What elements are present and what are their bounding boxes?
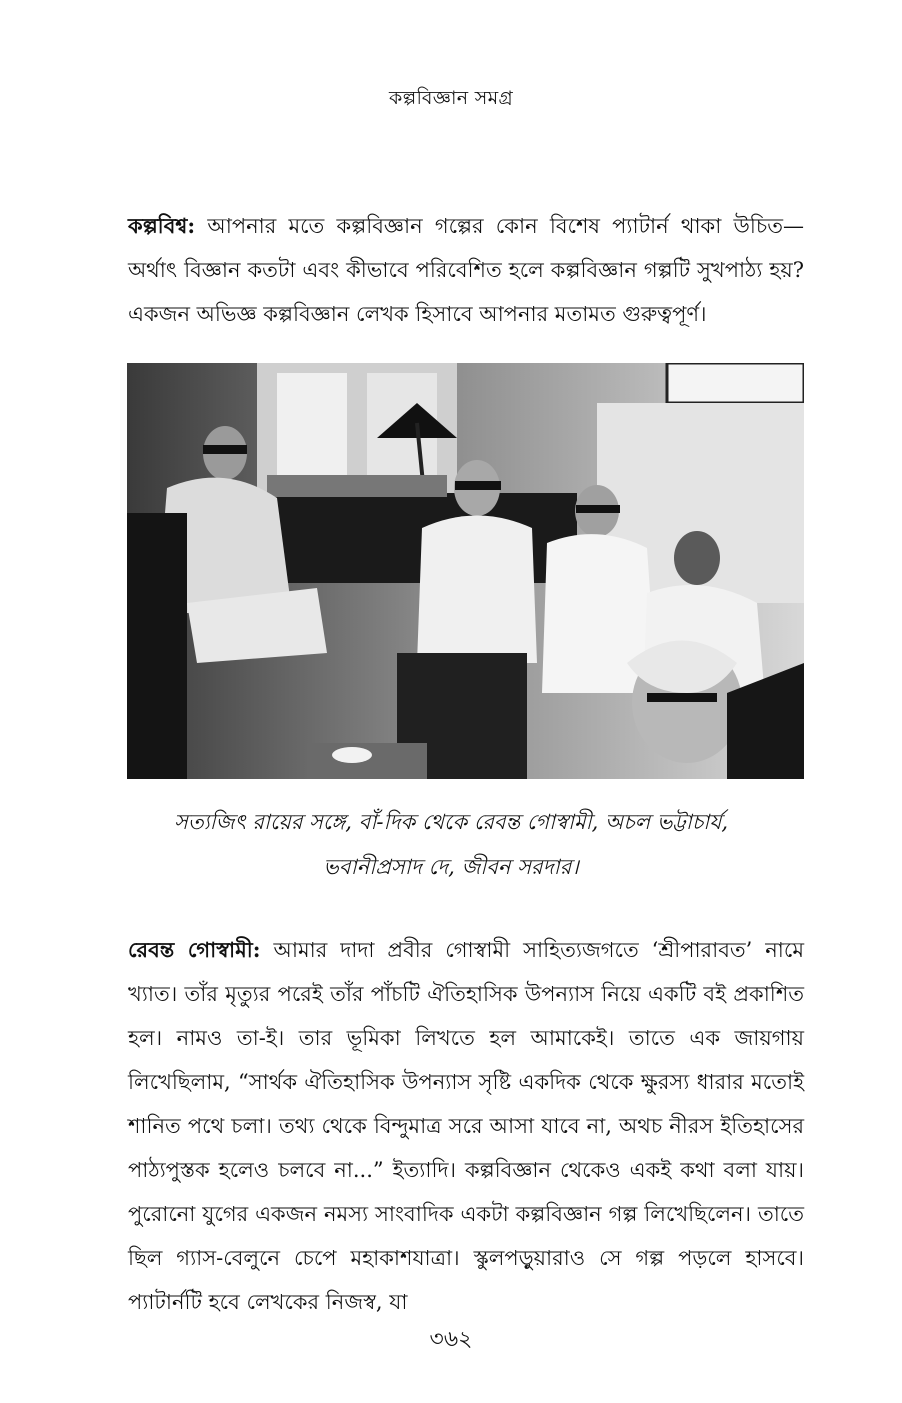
page-number: ৩৬২ — [429, 1327, 473, 1352]
answer-speaker-label: রেবন্ত গোস্বামী: — [128, 937, 261, 962]
running-header-title: কল্পবিজ্ঞান সমগ্র — [389, 87, 513, 109]
photograph-illustration — [127, 363, 804, 779]
question-paragraph — [128, 204, 804, 336]
question-speaker-label: কল্পবিশ্ব: — [128, 213, 196, 238]
answer-text: আমার দাদা প্রবীর গোস্বামী সাহিত্যজগতে ‘শ্রীপারাবত’ নামে খ্যাত। তাঁর মৃত্যুর পরেই তাঁর পাঁচটি ঐতিহাসিক উপন্যাস নিয়ে একটি বই প্রকাশিত হল। নামও তা-ই। তার ভূমিকা লিখতে হল আমাকেই। তাতে এক জায়গায় লিখেছিলাম, “সার্থক ঐতিহাসিক উপন্যাস সৃষ্টি একদিক থেকে ক্ষুরস্য ধারার মতোই শানিত পথে চলা। তথ্য থেকে বিন্দুমাত্র সরে আসা যাবে না, অথচ নীরস ইতিহাসের পাঠ্যপুস্তক হলেও চলবে না...” ইত্যাদি। কল্পবিজ্ঞান থেকেও একই কথা বলা যায়। পুরোনো যুগের একজন নমস্য সাংবাদিক একটা কল্পবিজ্ঞান গল্প লিখেছিলেন। তাতে ছিল গ্যাস-বেলুনে চেপে মহাকাশযাত্রা। স্কুলপড়ুয়ারাও সে গল্প পড়লে হাসবে। প্যাটার্নটি হবে লেখকের নিজস্ব, যা — [128, 938, 804, 1314]
photo-caption-line-2: ভবানীপ্রসাদ দে, জীবন সরদার। — [323, 855, 579, 879]
answer-paragraph — [128, 928, 804, 1324]
group-photograph — [127, 363, 804, 779]
photo-caption-line-1: সত্যজিৎ রায়ের সঙ্গে, বাঁ-দিক থেকে রেবন্ত গোস্বামী, অচল ভট্টাচার্য, — [173, 810, 729, 834]
question-text: আপনার মতে কল্পবিজ্ঞান গল্পের কোন বিশেষ প্যাটার্ন থাকা উচিত— অর্থাৎ বিজ্ঞান কতটা এবং কীভাবে পরিবেশিত হলে কল্পবিজ্ঞান গল্পটি সুখপাঠ্য হয়? একজন অভিজ্ঞ কল্পবিজ্ঞান লেখক হিসাবে আপনার মতামত গুরুত্বপূর্ণ। — [128, 214, 804, 326]
